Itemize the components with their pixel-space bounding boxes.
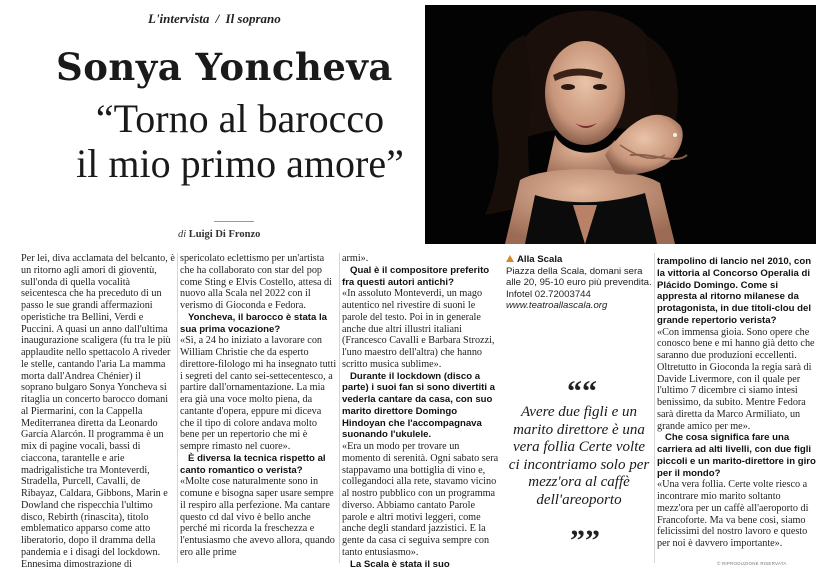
interview-question: Che cosa significa fare una carriera ad alti livelli, con due figli piccoli e un marito-direttore in giro per il mondo? bbox=[657, 432, 816, 479]
portrait-photo bbox=[425, 5, 816, 244]
article-column-3 bbox=[342, 253, 499, 570]
open-quote-icon: ““ bbox=[567, 375, 597, 408]
article-paragraph: armi». bbox=[342, 253, 369, 264]
event-info-title bbox=[506, 254, 652, 266]
interview-question: trampolino di lancio nel 2010, con la vittoria al Concorso Operalia di Plácido Domingo. Come si appresta al ritorno milanese da protagonista, in due titoli-clou del grande repertorio verista? bbox=[657, 256, 812, 326]
interview-question: Durante il lockdown (disco a parte) i suoi fan si sono divertiti a vederla cantare da casa, con suo marito direttore Domingo Hindoyan che l'accompagnava suonando l'ukulele. bbox=[342, 370, 495, 441]
interview-answer: «In assoluto Monteverdi, un mago autentico nel rivestire di suoni le parole del testo. Poi in in generale anche due altri illustri italiani (Francesco Cavalli e Barbara Strozzi, l'uno maestro dell'altra) che hanno scritto musica sublime». bbox=[342, 288, 495, 370]
interview-answer: «Molte cose naturalmente sono in comune e bisogna saper usare sempre il respiro alla perfezione. Ma cantare questo cd dal vivo è bello anche perché mi ricorda la freschezza e l'entusiasmo che avevo allora, quando ero alle prime bbox=[180, 476, 335, 558]
column-divider bbox=[177, 253, 178, 563]
event-info-box bbox=[506, 254, 652, 312]
article-column-2 bbox=[180, 253, 337, 559]
interview-answer: «Sì, a 24 ho iniziato a lavorare con William Christie che da esperto direttore-filologo mi ha insegnato tutti i segreti del canto sei-settecentesco, a partire dall'ornamentazione. La mia era già una voce molto piena, da cantante d'opera, eppure mi diceva che il tipo di colore andava molto bene per un repertorio che mi è sempre rimasto nel cuore». bbox=[180, 335, 337, 452]
headline-quote-line2: il mio primo amore” bbox=[76, 141, 404, 186]
portrait-illustration bbox=[425, 5, 816, 244]
event-info-website: www.teatroallascala.org bbox=[506, 300, 608, 311]
copyright-credit: © RIPRODUZIONE RISERVATA bbox=[717, 561, 787, 566]
article-paragraph: spericolato eclettismo per un'artista che ha collaborato con star del pop come Sting e Elvis Costello, attesa di nuovo alla Scala nel 2022 con il verismo di Gioconda e Fedora. bbox=[180, 253, 332, 311]
interview-answer: «Era un modo per trovare un momento di serenità. Ogni sabato sera stappavamo una bottiglia di vino e, collegandoci alla rete, stavamo vicino al nostro pubblico con un programma diverso. Abbiamo cantato Parole parole e altri motivi leggeri, come anche degli standard jazzistici. E la gente da casa ci seguiva sempre con tanto entusiasmo». bbox=[342, 441, 499, 558]
column-divider bbox=[339, 253, 340, 563]
article-paragraph: Per lei, diva acclamata del belcanto, è un ritorno agli amori di gioventù, sull'onda di quella vocalità seicentesca che ha preceduto di un passo le sue grandi affermazioni operistiche tra Bellini, Verdi e Puccini. A quasi un anno dall'ultima inaugurazione scaligera (fu tra le più applaudite nello spettacolo A riveder le stelle, cantando l'aria La mamma morta dall'Andrea Chénier) il soprano bulgaro Sonya Yoncheva si ritaglia un concerto barocco domani al Piermarini, con la Cappella Mediterranea diretta da Leonardo García Alarcón. Il programma è un mix di pagine vocali, bassi di ciaccona, tarantelle e arie madrigalistiche tra Monteverdi, Stradella, Purcell, Cavalli, de Ribayaz, Caldara, Gibbons, Marin e Dowland che rispecchia l'ultimo disco, Rebirth (rinascita), titolo emblematico apparso come atto liberatorio, dopo il dramma della pandemia e i disagi del lockdown. Ennesima dimostrazione di bbox=[21, 253, 175, 570]
headline-name: Sonya Yoncheva bbox=[56, 45, 393, 89]
byline-prefix: di bbox=[178, 229, 187, 240]
section-kicker bbox=[148, 11, 281, 27]
byline-author: Luigi Di Fronzo bbox=[188, 229, 261, 240]
section-label: L'intervista bbox=[148, 11, 210, 26]
triangle-icon bbox=[506, 255, 514, 262]
subsection-label: Il soprano bbox=[225, 11, 281, 26]
article-column-1 bbox=[21, 253, 175, 570]
interview-question: Yoncheva, il barocco è stata la sua prima vocazione? bbox=[180, 311, 327, 335]
pull-quote: Avere due figli e un marito direttore è una vera follia Certe volte ci incontriamo solo per mezz'ora al caffè dell'areoporto bbox=[508, 404, 650, 508]
article-column-5 bbox=[657, 256, 817, 550]
interview-question: È diversa la tecnica rispetto al canto romantico o verista? bbox=[180, 452, 326, 476]
interview-answer: «Con immensa gioia. Sono opere che conosco bene e mi hanno già detto che saranno due produzioni eccellenti. Oltretutto in Gioconda la regia sarà di Davide Livermore, con il quale per l'ultimo 7 dicembre ci siamo intesi benissimo, da subito. Mentre Fedora sarà diretta da Marco Armiliato, un grande amico per me». bbox=[657, 326, 815, 432]
interview-answer: «Una vera follia. Certe volte riesco a incontrare mio marito soltanto mezz'ora per un caffè all'aeroporto di Francoforte. Ma va bene così, siamo felicissimi del nostro lavoro e questo per noi è davvero importante». bbox=[657, 479, 809, 549]
headline-quote bbox=[70, 96, 410, 186]
event-info-text: Piazza della Scala, domani sera alle 20, 95-10 euro più prevendita. Infotel 02.72003744 bbox=[506, 265, 652, 300]
section-separator: / bbox=[215, 11, 220, 26]
interview-question: Qual è il compositore preferito fra questi autori antichi? bbox=[342, 264, 490, 288]
byline bbox=[178, 229, 260, 240]
column-divider bbox=[654, 253, 655, 563]
headline-quote-line1: “Torno al barocco bbox=[95, 96, 385, 141]
byline-divider bbox=[214, 221, 254, 222]
interview-question: La Scala è stata il suo bbox=[350, 558, 450, 570]
close-quote-icon: ”” bbox=[570, 524, 600, 557]
event-info-title-text: Alla Scala bbox=[517, 254, 563, 265]
